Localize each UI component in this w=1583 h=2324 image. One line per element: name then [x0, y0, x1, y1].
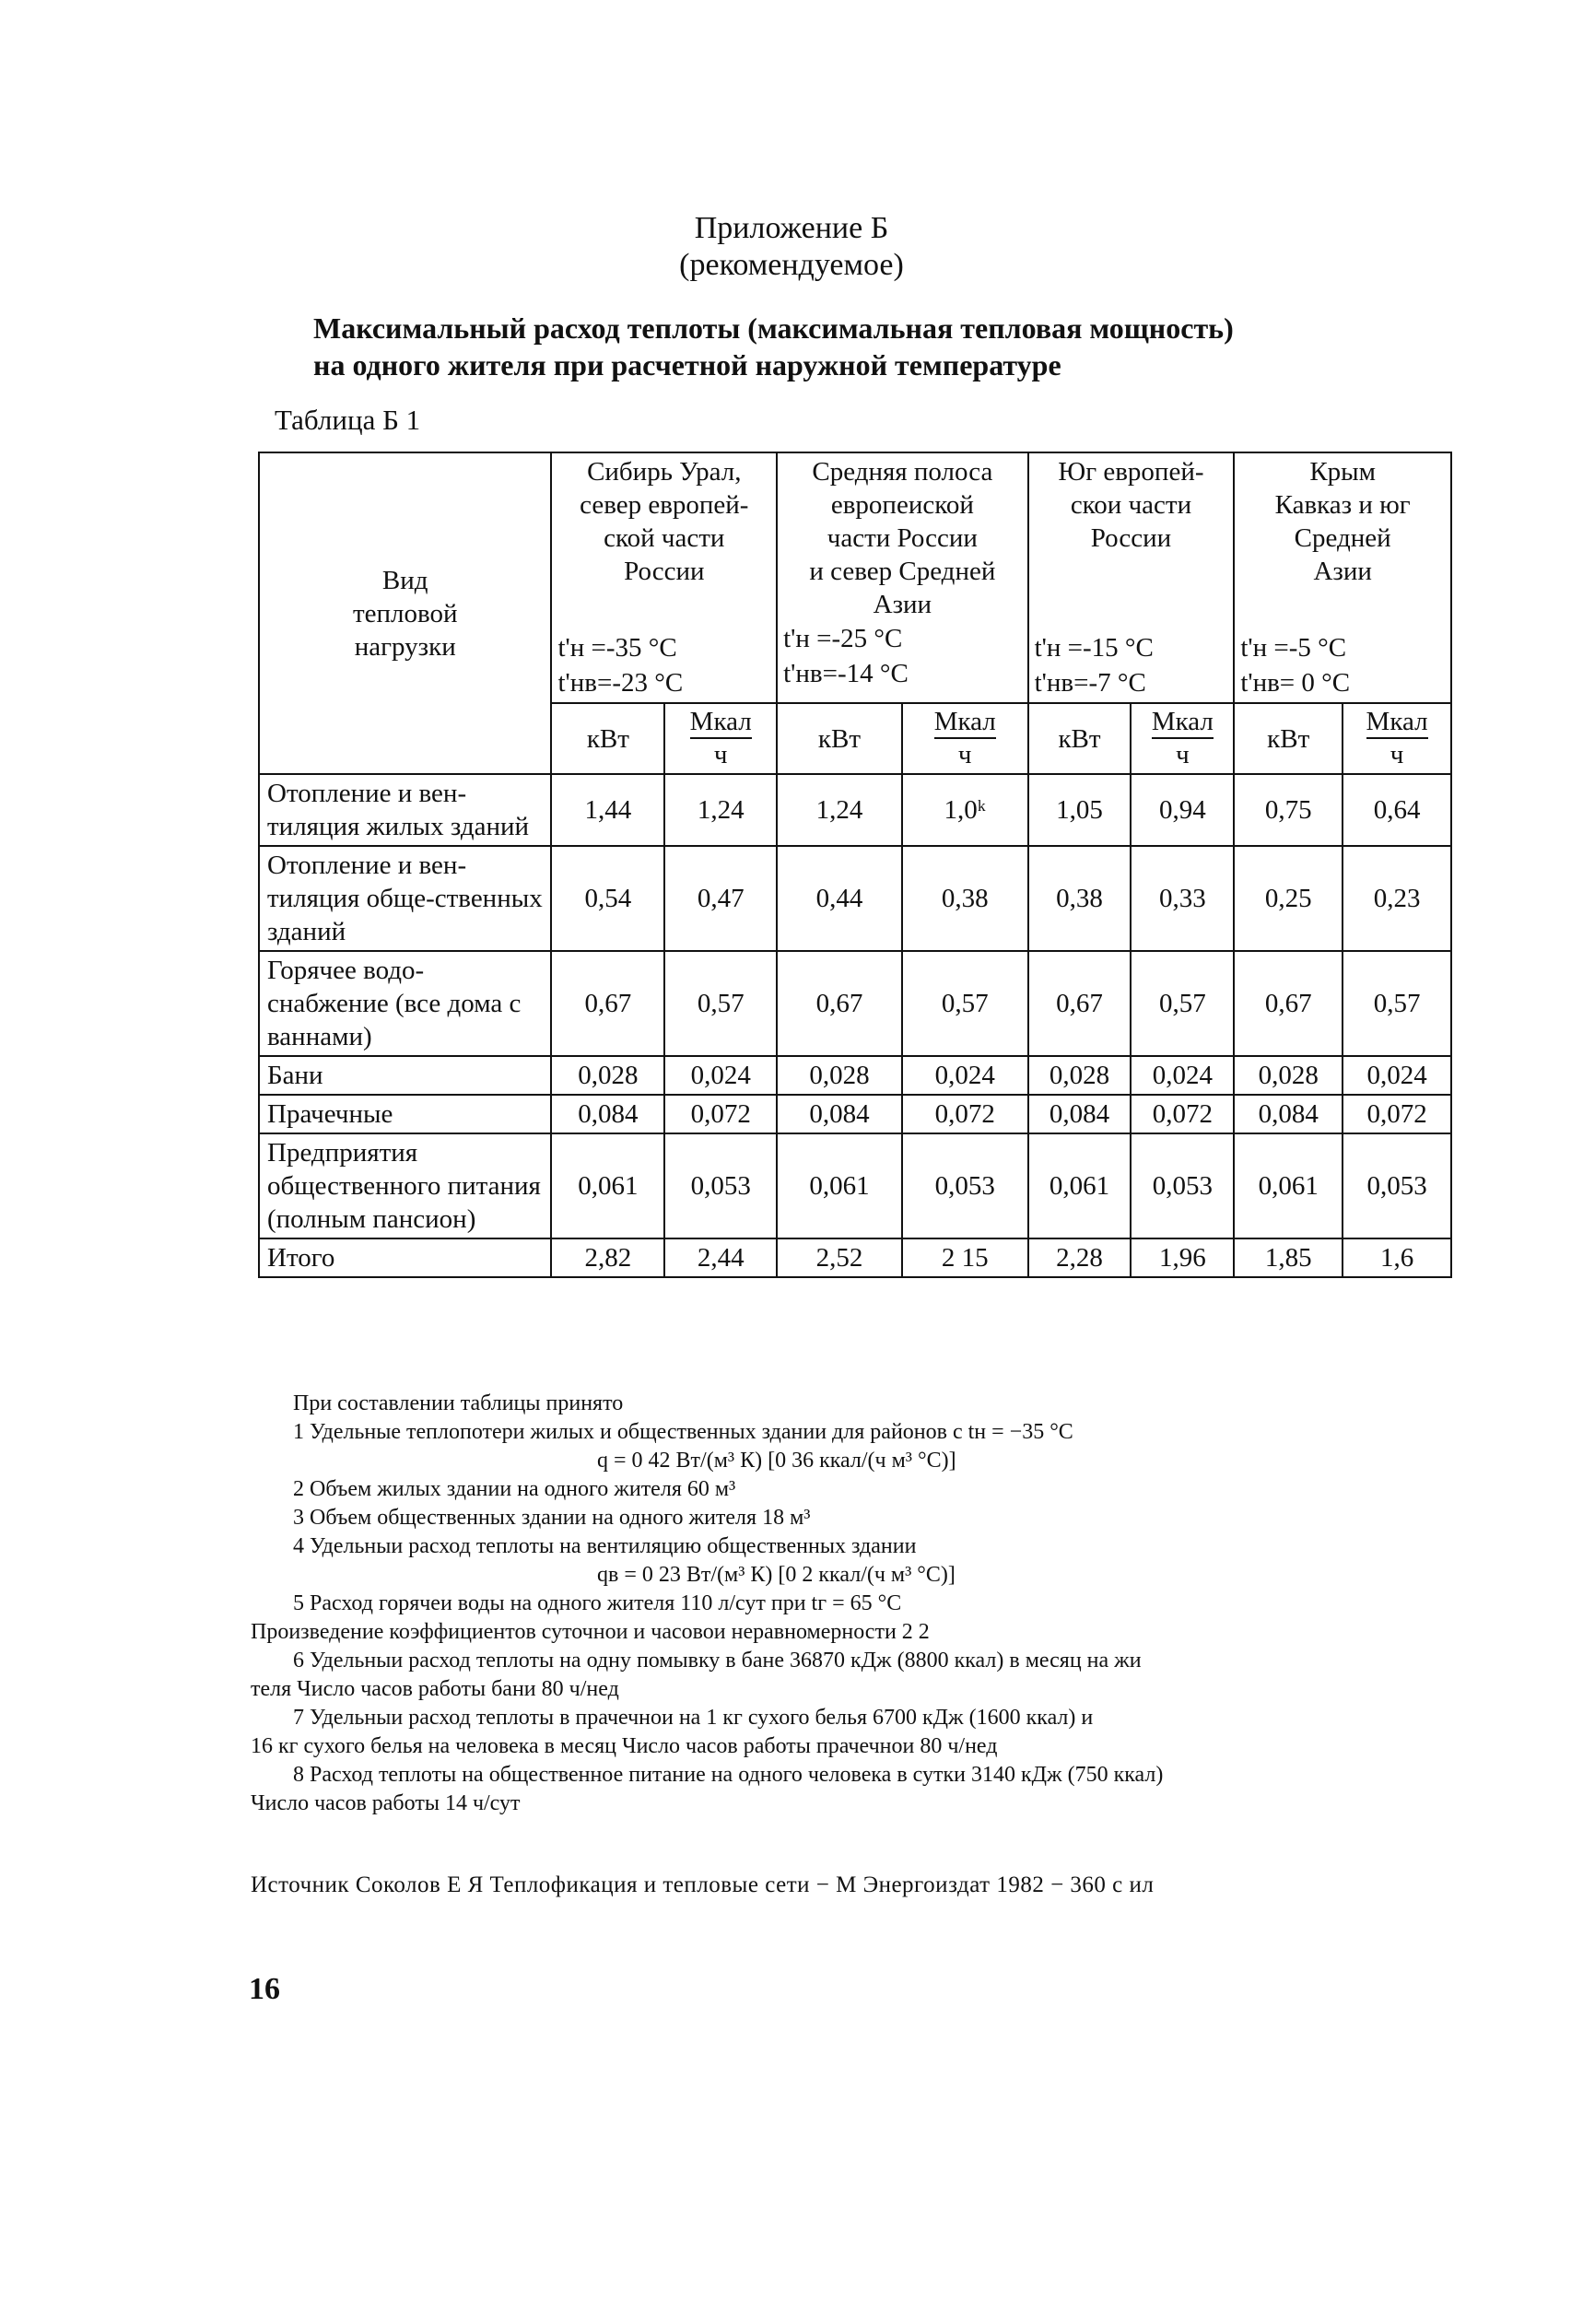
region-name-line: Средней: [1294, 523, 1391, 553]
row-label: Бани: [259, 1056, 551, 1095]
note-8: 8 Расход теплоты на общественное питание на одного человека в сутки 3140 кДж (750 ккал): [293, 1763, 1164, 1787]
table-cell: 2,82: [551, 1238, 664, 1277]
unit-mcal: [664, 703, 777, 774]
unit-kw: кВт: [1028, 703, 1132, 774]
table-cell: 0,67: [1028, 951, 1132, 1056]
table-row: [259, 1056, 1451, 1095]
table-cell: 0,028: [1028, 1056, 1132, 1095]
table-cell: 0,38: [1028, 846, 1132, 951]
note-5: 5 Расход горячеи воды на одного жителя 110 л/сут при tг = 65 °С: [293, 1591, 902, 1615]
region-name-line: Крым: [1309, 457, 1376, 487]
page-number: 16: [249, 1972, 280, 2006]
table-cell: 0,084: [551, 1095, 664, 1133]
note-3: 3 Объем общественных здании на одного жителя 18 м³: [293, 1506, 811, 1530]
table-cell: 0,028: [777, 1056, 902, 1095]
table-cell: 0,57: [902, 951, 1028, 1056]
table-cell: 0,33: [1131, 846, 1234, 951]
note-6-continuation: теля Число часов работы бани 80 ч/нед: [251, 1677, 619, 1701]
table-cell: 2,44: [664, 1238, 777, 1277]
table-cell: 0,053: [1131, 1133, 1234, 1238]
table-row: [259, 951, 1451, 1056]
table-cell: 0,061: [551, 1133, 664, 1238]
region-name-line: части России: [827, 523, 978, 553]
region-name-line: Средняя полоса: [812, 457, 993, 487]
row-label: Горячее водо-снабжение (все дома с ваннами): [259, 951, 551, 1056]
table-heading-line-1: Максимальный расход теплоты (максимальная тепловая мощность): [313, 311, 1234, 345]
table-cell: 0,67: [777, 951, 902, 1056]
table-cell: 0,061: [777, 1133, 902, 1238]
table-cell: 0,024: [1131, 1056, 1234, 1095]
note-4: 4 Удельныи расход теплоты на вентиляцию общественных здании: [293, 1534, 917, 1558]
note-4-formula: qв = 0 23 Вт/(м³ К) [0 2 ккал/(ч м³ °С)]: [597, 1563, 956, 1587]
table-cell: 2 15: [902, 1238, 1028, 1277]
table-cell: 1,6: [1343, 1238, 1451, 1277]
notes-intro: При составлении таблицы принято: [293, 1391, 624, 1415]
table-cell: 0,024: [1343, 1056, 1451, 1095]
unit-mcal-top: Мкал: [1366, 706, 1428, 739]
appendix-heading: [0, 210, 1583, 284]
table-cell: 0,57: [1343, 951, 1451, 1056]
table-cell: 0,67: [1234, 951, 1343, 1056]
unit-mcal: [1343, 703, 1451, 774]
table-cell: 0,084: [1028, 1095, 1132, 1133]
note-2: 2 Объем жилых здании на одного жителя 60 м³: [293, 1477, 736, 1501]
table-cell: 0,38: [902, 846, 1028, 951]
row-label: Итого: [259, 1238, 551, 1277]
note-6: 6 Удельныи расход теплоты на одну помывку в бане 36870 кДж (8800 ккал) в месяц на жи: [293, 1649, 1142, 1673]
table-cell: 0,061: [1234, 1133, 1343, 1238]
table-cell: 0,061: [1028, 1133, 1132, 1238]
table-row: [259, 846, 1451, 951]
table-row: [259, 1238, 1451, 1277]
table-cell: 1,05: [1028, 774, 1132, 846]
table-cell: 1,96: [1131, 1238, 1234, 1277]
appendix-title: Приложение Б: [694, 211, 889, 245]
table-cell: 0,024: [902, 1056, 1028, 1095]
table-cell: 1,44: [551, 774, 664, 846]
table-cell: 0,44: [777, 846, 902, 951]
table-cell: 0,072: [902, 1095, 1028, 1133]
note-5-continuation: Произведение коэффициентов суточнои и часовои неравномерности 2 2: [251, 1620, 930, 1644]
table-cell: 0,072: [1131, 1095, 1234, 1133]
table-cell: 0,072: [664, 1095, 777, 1133]
table-cell: 1,24: [777, 774, 902, 846]
table-cell: 0,084: [1234, 1095, 1343, 1133]
region-header-siberia: [551, 452, 777, 703]
region-temp-tnv: t'нв=-14 °С: [783, 659, 909, 688]
table-cell: 0,028: [1234, 1056, 1343, 1095]
region-name-line: и север Средней: [809, 557, 996, 586]
region-name-line: России: [624, 557, 705, 586]
table-heading: [313, 310, 1474, 383]
unit-mcal-top: Мкал: [690, 706, 752, 739]
table-heading-line-2: на одного жителя при расчетной наружной температуре: [313, 348, 1061, 381]
table-cell: 1,0ᵏ: [902, 774, 1028, 846]
table-row: [259, 1133, 1451, 1238]
table-cell: 2,52: [777, 1238, 902, 1277]
region-temp-tn: t'н =-35 °С: [557, 633, 677, 663]
region-header-central: [777, 452, 1028, 703]
region-header-row: [259, 452, 1451, 703]
region-header-south: [1028, 452, 1235, 703]
table-cell: 0,67: [551, 951, 664, 1056]
heat-load-table: [258, 452, 1452, 1278]
unit-mcal-top: Мкал: [934, 706, 996, 739]
table-cell: 1,85: [1234, 1238, 1343, 1277]
region-name-line: России: [1090, 523, 1172, 553]
region-name-line: Азии: [1313, 557, 1372, 586]
note-1: 1 Удельные теплопотери жилых и общественных здании для районов с tн = −35 °С: [293, 1420, 1073, 1444]
region-name-line: Кавказ и юг: [1274, 490, 1411, 520]
note-7: 7 Удельныи расход теплоты в прачечнои на 1 кг сухого белья 6700 кДж (1600 ккал) и: [293, 1706, 1094, 1730]
table-label: Таблица Б 1: [275, 404, 421, 436]
region-name-line: европеиской: [830, 490, 974, 520]
table-cell: 0,94: [1131, 774, 1234, 846]
table-cell: 0,23: [1343, 846, 1451, 951]
region-name-line: Юг европей-: [1058, 457, 1204, 487]
region-temp-tn: t'н =-15 °С: [1034, 633, 1154, 663]
row-label: Отопление и вен-тиляция обще-ственных зданий: [259, 846, 551, 951]
region-temp-tn: t'н =-5 °С: [1240, 633, 1347, 663]
table-cell: 0,053: [664, 1133, 777, 1238]
table-notes: [251, 1390, 1472, 1818]
table-cell: 0,024: [664, 1056, 777, 1095]
region-name-line: ской части: [604, 523, 725, 553]
table-cell: 0,75: [1234, 774, 1343, 846]
table-cell: 0,47: [664, 846, 777, 951]
unit-mcal-top: Мкал: [1152, 706, 1214, 739]
unit-mcal: [1131, 703, 1234, 774]
table-cell: 0,57: [1131, 951, 1234, 1056]
region-temp-tnv: t'нв= 0 °С: [1240, 668, 1351, 698]
source-citation: Источник Соколов Е Я Теплофикация и тепловые сети − М Энергоиздат 1982 − 360 с ил: [251, 1872, 1155, 1897]
region-name-line: Сибирь Урал,: [587, 457, 742, 487]
table-cell: 2,28: [1028, 1238, 1132, 1277]
note-8-continuation: Число часов работы 14 ч/сут: [251, 1791, 521, 1815]
region-name-line: скои части: [1070, 490, 1192, 520]
table-cell: 0,084: [777, 1095, 902, 1133]
region-name-line: север европей-: [580, 490, 749, 520]
unit-mcal-bottom: ч: [1176, 740, 1190, 769]
load-header-line: Вид: [381, 565, 428, 595]
row-label: Отопление и вен-тиляция жилых зданий: [259, 774, 551, 846]
load-header-line: нагрузки: [354, 631, 456, 662]
table-row: [259, 1095, 1451, 1133]
note-7-continuation: 16 кг сухого белья на человека в месяц Число часов работы прачечнои 80 ч/нед: [251, 1734, 998, 1758]
table-cell: 0,64: [1343, 774, 1451, 846]
region-temp-tnv: t'нв=-23 °С: [557, 668, 684, 698]
table-cell: 0,57: [664, 951, 777, 1056]
table-row: [259, 774, 1451, 846]
table-cell: 0,25: [1234, 846, 1343, 951]
appendix-subtitle: (рекомендуемое): [679, 248, 904, 282]
region-temp-tn: t'н =-25 °С: [783, 624, 903, 653]
unit-mcal-bottom: ч: [1390, 740, 1404, 769]
region-header-crimea: [1234, 452, 1451, 703]
load-header-line: тепловой: [352, 598, 458, 628]
unit-mcal: [902, 703, 1028, 774]
region-name-line: Азии: [873, 590, 932, 619]
unit-mcal-bottom: ч: [713, 740, 728, 769]
unit-kw: кВт: [551, 703, 664, 774]
unit-kw: кВт: [777, 703, 902, 774]
row-label: Прачечные: [259, 1095, 551, 1133]
table-cell: 1,24: [664, 774, 777, 846]
table-cell: 0,053: [1343, 1133, 1451, 1238]
unit-kw: кВт: [1234, 703, 1343, 774]
row-label: Предприятия общественного питания (полным пансион): [259, 1133, 551, 1238]
load-type-header: [259, 452, 551, 774]
table-cell: 0,028: [551, 1056, 664, 1095]
unit-mcal-bottom: ч: [957, 740, 972, 769]
region-temp-tnv: t'нв=-7 °С: [1034, 668, 1146, 698]
table-cell: 0,54: [551, 846, 664, 951]
table-cell: 0,053: [902, 1133, 1028, 1238]
table-body: [259, 774, 1451, 1277]
note-1-formula: q = 0 42 Вт/(м³ К) [0 36 ккал/(ч м³ °С)]: [597, 1449, 956, 1473]
table-cell: 0,072: [1343, 1095, 1451, 1133]
